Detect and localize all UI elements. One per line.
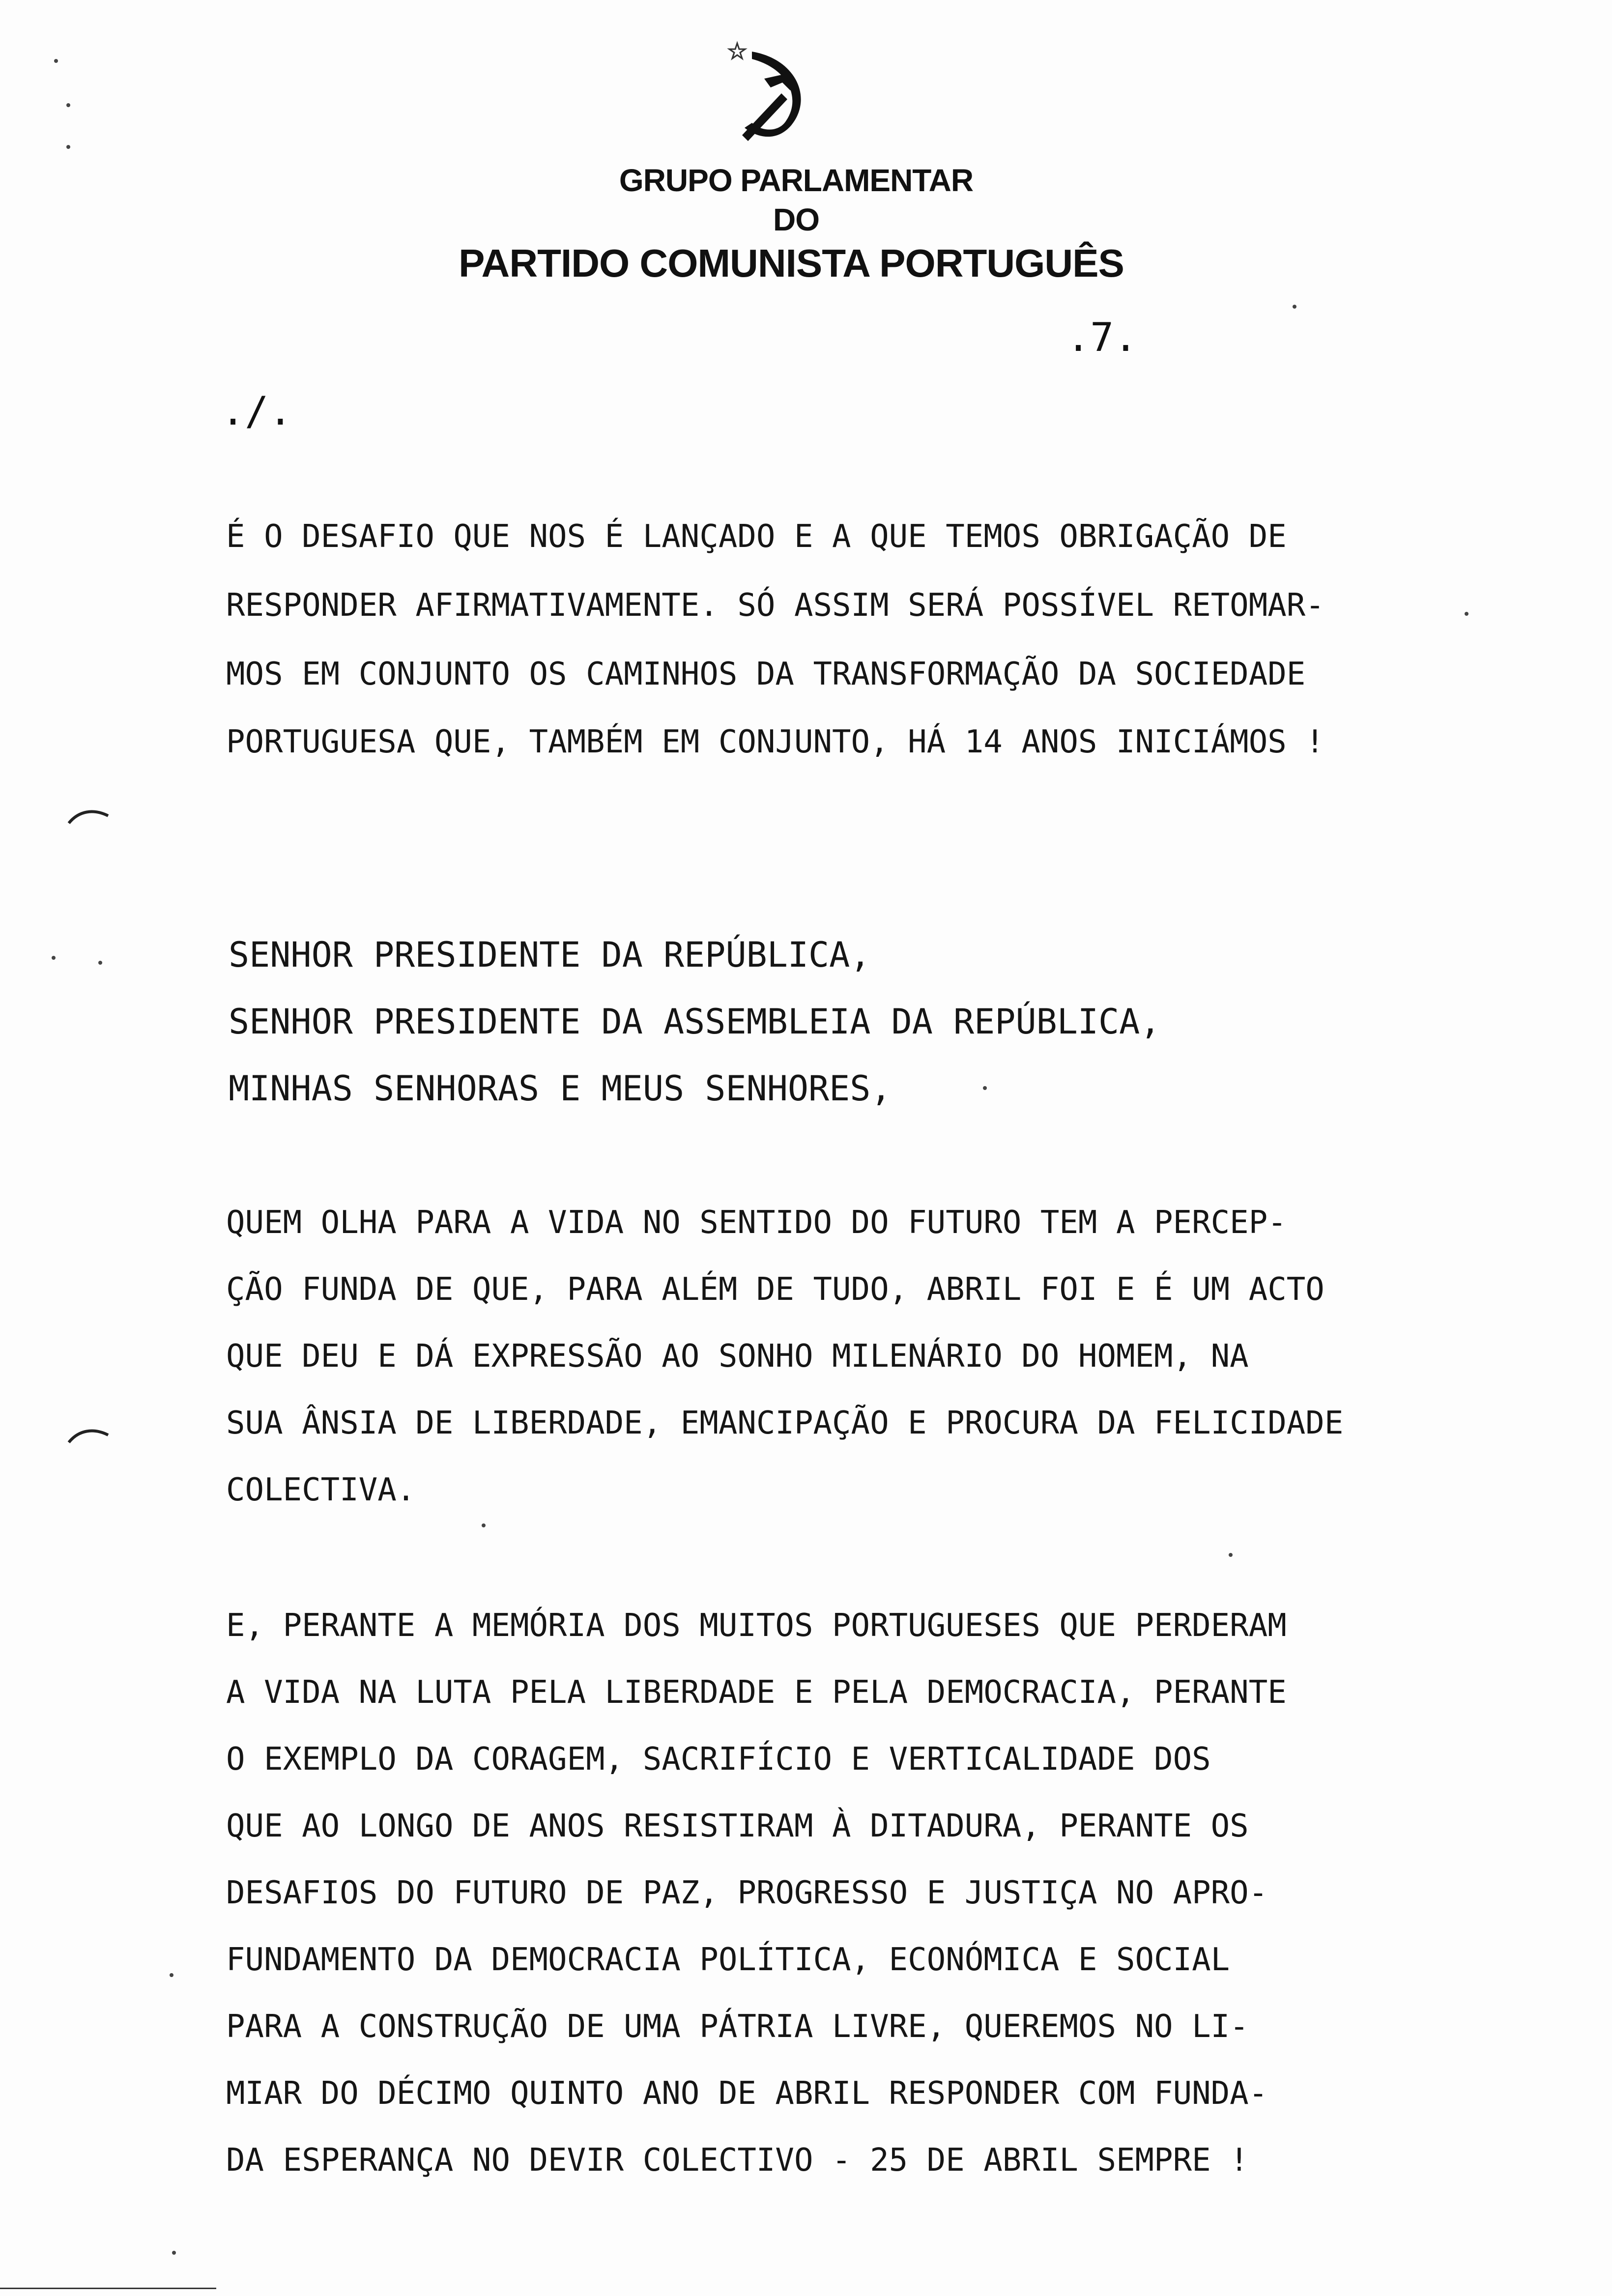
margin-punch-mark [64, 801, 113, 831]
paragraph1-line: RESPONDER AFIRMATIVAMENTE. SÓ ASSIM SERÁ POSSÍVEL RETOMAR- [226, 587, 1324, 624]
scan-speck [482, 1523, 486, 1527]
paragraph1-line: PORTUGUESA QUE, TAMBÉM EM CONJUNTO, HÁ 14 ANOS INICIÁMOS ! [226, 724, 1324, 760]
paragraph2-line: QUEM OLHA PARA A VIDA NO SENTIDO DO FUTURO TEM A PERCEP- [226, 1205, 1287, 1241]
salutation-line: SENHOR PRESIDENTE DA REPÚBLICA, [229, 935, 871, 975]
paragraph3-line: DA ESPERANÇA NO DEVIR COLECTIVO - 25 DE ABRIL SEMPRE ! [226, 2142, 1249, 2179]
scan-speck [66, 103, 70, 107]
paragraph3-line: QUE AO LONGO DE ANOS RESISTIRAM À DITADURA, PERANTE OS [226, 1808, 1249, 1844]
paragraph3-line: DESAFIOS DO FUTURO DE PAZ, PROGRESSO E JUSTIÇA NO APRO- [226, 1875, 1268, 1911]
margin-punch-mark [64, 1420, 113, 1450]
scan-speck [98, 961, 102, 965]
scan-speck [170, 1973, 173, 1977]
scan-speck [1229, 1553, 1233, 1557]
scan-speck [1293, 305, 1296, 309]
paragraph3-line: FUNDAMENTO DA DEMOCRACIA POLÍTICA, ECONÓMICA E SOCIAL [226, 1942, 1230, 1978]
paragraph1-line: MOS EM CONJUNTO OS CAMINHOS DA TRANSFORMAÇÃO DA SOCIEDADE [226, 656, 1306, 692]
header-do: DO [773, 202, 819, 237]
scan-speck [52, 956, 56, 960]
scan-speck [983, 1086, 987, 1090]
paragraph2-line: QUE DEU E DÁ EXPRESSÃO AO SONHO MILENÁRIO DO HOMEM, NA [226, 1338, 1249, 1375]
scan-speck [54, 59, 58, 63]
salutation-line: MINHAS SENHORAS E MEUS SENHORES, [229, 1068, 892, 1109]
paragraph2-line: COLECTIVA. [226, 1472, 416, 1508]
page-number: .7. [1066, 315, 1138, 360]
paragraph3-line: PARA A CONSTRUÇÃO DE UMA PÁTRIA LIVRE, QUEREMOS NO LI- [226, 2009, 1249, 2045]
continuation-mark: ./. [221, 388, 292, 434]
scan-speck [1465, 612, 1468, 616]
header-party-name: PARTIDO COMUNISTA PORTUGUÊS [459, 241, 1124, 285]
bottom-edge-line [0, 2288, 216, 2289]
scan-speck [66, 145, 70, 149]
salutation-line: SENHOR PRESIDENTE DA ASSEMBLEIA DA REPÚBLICA, [229, 1002, 1161, 1042]
paragraph2-line: SUA ÂNSIA DE LIBERDADE, EMANCIPAÇÃO E PROCURA DA FELICIDADE [226, 1405, 1344, 1441]
header-group-title: GRUPO PARLAMENTAR [619, 163, 974, 198]
paragraph1-line: É O DESAFIO QUE NOS É LANÇADO E A QUE TEMOS OBRIGAÇÃO DE [226, 518, 1287, 555]
hammer-sickle-star-icon [722, 39, 821, 152]
paragraph3-line: MIAR DO DÉCIMO QUINTO ANO DE ABRIL RESPONDER COM FUNDA- [226, 2075, 1268, 2112]
scan-speck [172, 2251, 176, 2255]
paragraph2-line: ÇÃO FUNDA DE QUE, PARA ALÉM DE TUDO, ABRIL FOI E É UM ACTO [226, 1271, 1324, 1308]
paragraph3-line: A VIDA NA LUTA PELA LIBERDADE E PELA DEMOCRACIA, PERANTE [226, 1674, 1287, 1711]
paragraph3-line: O EXEMPLO DA CORAGEM, SACRIFÍCIO E VERTICALIDADE DOS [226, 1741, 1211, 1778]
paragraph3-line: E, PERANTE A MEMÓRIA DOS MUITOS PORTUGUESES QUE PERDERAM [226, 1607, 1287, 1644]
